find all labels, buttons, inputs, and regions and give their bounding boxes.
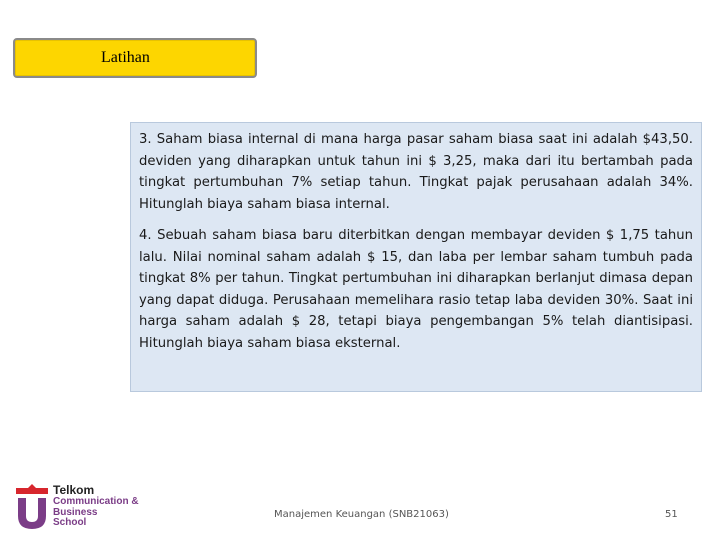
telkom-logo-icon [14,482,50,530]
logo-line-2: Business [53,506,98,518]
page-number: 51 [665,509,678,520]
school-logo-text [53,484,139,529]
exercise-content-box [130,122,702,392]
problem-3-text: 3. Saham biasa internal di mana harga pasar saham biasa saat ini adalah $43,50. deviden yang diharapkan untuk tahun ini $ 3,25, maka dari itu bertambah pada tingkat pertumbuhan 7% setiap tahun. Tingkat pajak perusahaan adalah 34%. Hitunglah biaya saham biasa internal. [139,132,693,212]
title-banner [13,38,257,78]
logo-line-3: School [53,517,87,528]
footer-course: Manajemen Keuangan (SNB21063) [274,509,449,520]
problem-4-text: 4. Sebuah saham biasa baru diterbitkan dengan membayar deviden $ 1,75 tahun lalu. Nilai nominal saham adalah $ 15, dan laba per lembar saham tumbuh pada tingkat 8% per tahun. Tingkat pertumbuhan ini diharapkan berlanjut dimasa depan yang dapat diduga. Perusahaan memelihara rasio tetap laba deviden 30%. Saat ini harga saham adalah $ 28, tetapi biaya pengembangan 5% telah diantisipasi. Hitunglah biaya saham biasa eksternal. [139,228,693,351]
logo-line-1: Communication & [53,496,139,507]
slide-title: Latihan [101,49,150,66]
logo-brand: Telkom [53,483,95,497]
